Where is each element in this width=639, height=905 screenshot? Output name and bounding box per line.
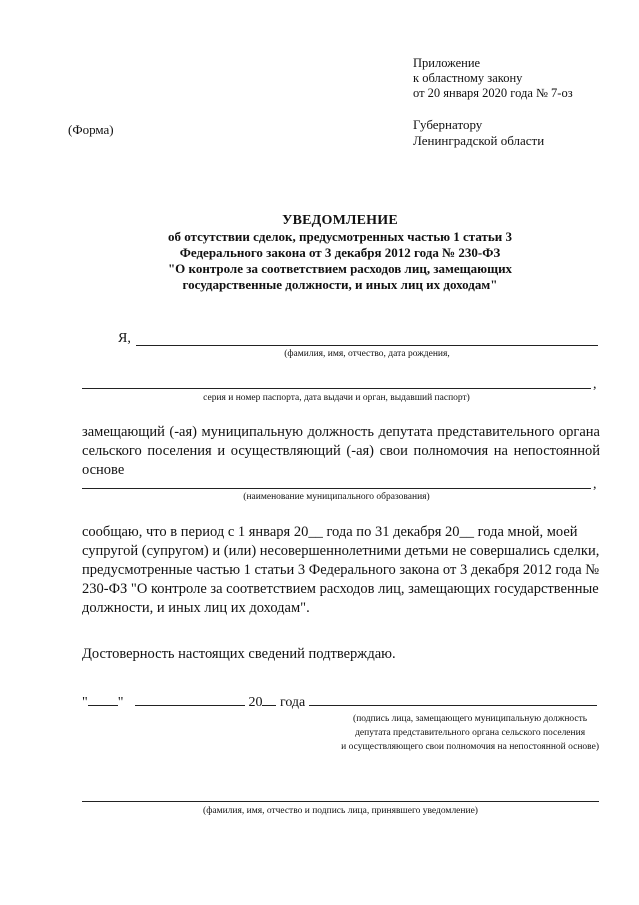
document-title bbox=[80, 212, 600, 293]
position-paragraph: замещающий (-ая) муниципальную должность депутата представительного органа сельского поселения и осуществляющий (-ая) свои полномочия на непостоянной основе bbox=[82, 424, 600, 478]
quote-open: " bbox=[82, 695, 88, 710]
name-field-line[interactable] bbox=[136, 345, 598, 346]
form-label: (Форма) bbox=[68, 122, 114, 137]
receiver-caption: (фамилия, имя, отчество и подпись лица, принявшего уведомление) bbox=[203, 806, 478, 816]
receiver-field-line[interactable] bbox=[82, 801, 599, 802]
passport-caption: серия и номер паспорта, дата выдачи и орган, выдавший паспорт) bbox=[203, 393, 470, 403]
addressee-line-2: Ленинградской области bbox=[413, 133, 545, 148]
municipality-comma: , bbox=[593, 477, 597, 492]
signature-field[interactable] bbox=[309, 705, 597, 706]
title-sub-2: Федерального закона от 3 декабря 2012 года № 230-ФЗ bbox=[179, 245, 501, 260]
day-field[interactable] bbox=[88, 705, 118, 706]
appendix-note bbox=[413, 56, 573, 101]
passport-comma: , bbox=[593, 377, 597, 392]
passport-field-line[interactable] bbox=[82, 388, 591, 389]
signature-caption-3: и осуществляющего свои полномочия на непостоянной основе) bbox=[341, 742, 599, 752]
date-row bbox=[82, 695, 597, 711]
appendix-line-2: к областному закону bbox=[413, 71, 523, 85]
name-caption: (фамилия, имя, отчество, дата рождения, bbox=[284, 349, 450, 359]
appendix-line-1: Приложение bbox=[413, 56, 481, 70]
municipality-field-line[interactable] bbox=[82, 488, 591, 489]
title-sub-3: "О контроле за соответствием расходов лиц, замещающих bbox=[167, 261, 513, 276]
quote-close: " bbox=[117, 695, 124, 710]
title-sub-4: государственные должности, и иных лиц их доходам" bbox=[182, 277, 498, 292]
month-field[interactable] bbox=[135, 705, 245, 706]
title-sub-1: об отсутствии сделок, предусмотренных частью 1 статьи 3 bbox=[167, 229, 513, 244]
signature-caption-2: депутата представительного органа сельского поселения bbox=[355, 728, 586, 738]
year-prefix: 20 bbox=[248, 695, 263, 710]
municipality-caption: (наименование муниципального образования) bbox=[243, 492, 430, 502]
addressee-line-1: Губернатору bbox=[413, 117, 483, 132]
year-suffix: года bbox=[279, 695, 306, 710]
appendix-line-3: от 20 января 2020 года № 7-оз bbox=[413, 86, 573, 100]
addressee bbox=[413, 117, 544, 149]
title-main: УВЕДОМЛЕНИЕ bbox=[282, 213, 398, 228]
declaration-paragraph: сообщаю, что в период с 1 января 20__ года по 31 декабря 20__ года мной, моей супругой (супругом) и (или) несовершеннолетними детьми не совершались сделки, предусмотренные частью 1 статьи 3 Федерального закона от 3 декабря 2012 года № 230-ФЗ "О контроле за соответствием расходов лиц, замещающих государственные должности, и иных лиц их доходам". bbox=[82, 524, 600, 616]
signature-caption bbox=[341, 712, 599, 754]
year-field[interactable] bbox=[262, 705, 276, 706]
confirmation-text: Достоверность настоящих сведений подтверждаю. bbox=[82, 646, 396, 662]
ya-label: Я, bbox=[118, 331, 131, 346]
signature-caption-1: (подпись лица, замещающего муниципальную должность bbox=[353, 714, 588, 724]
